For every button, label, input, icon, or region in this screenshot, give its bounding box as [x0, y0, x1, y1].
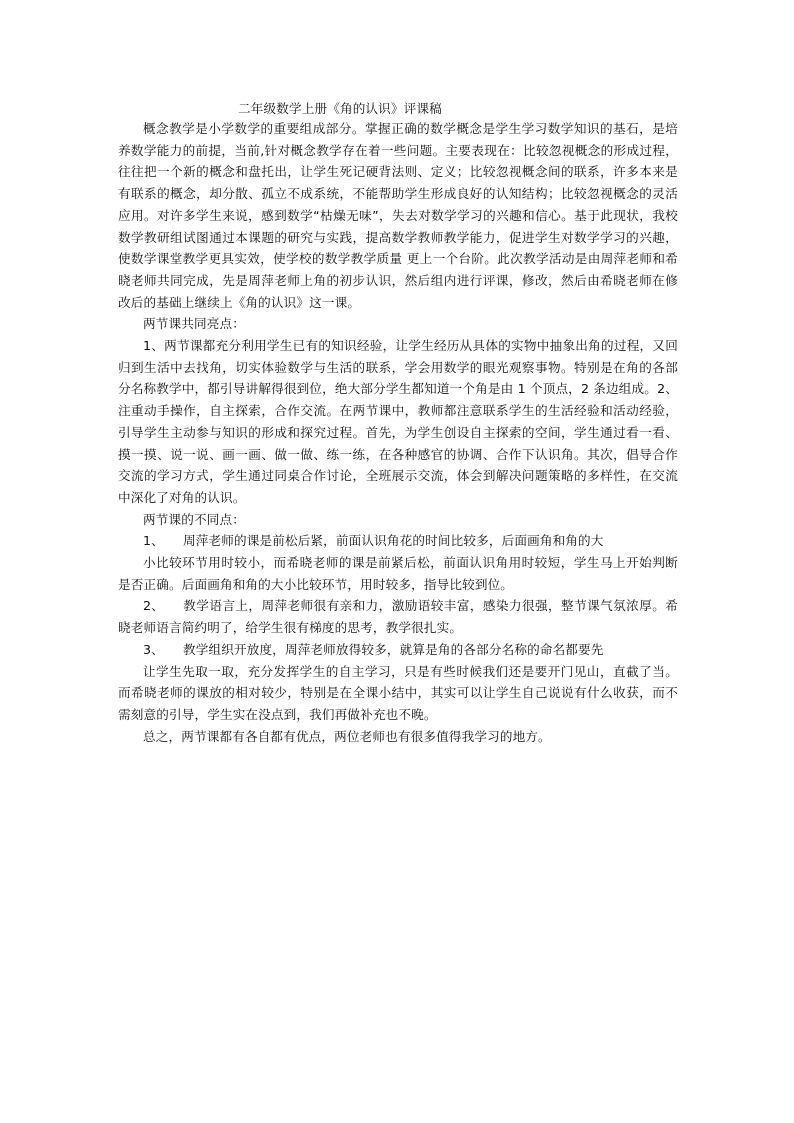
diff-item-2 [118, 595, 678, 638]
diff-item-3-number: 3、 [143, 641, 164, 657]
diff-item-2-number: 2、 [143, 598, 164, 614]
diff-heading: 两节课的不同点： [143, 511, 245, 527]
intro-paragraph: 概念教学是小学数学的重要组成部分。掌握正确的数学概念是学生学习数学知识的基石，是培养数学能力的前提，当前,针对概念教学存在着一些问题。主要表现在：比较忽视概念的形成过程，往往把一个新的概念和盘托出，让学生死记硬背法则、定义；比较忽视概念间的联系，许多本来是有联系的概念，却分散、孤立不成系统，不能帮助学生形成良好的认知结构；比较忽视概念的灵活应用。对许多学生来说，感到数学“枯燥无味”，失去对数学学习的兴趣和信心。基于此现状，我校数学教研组试图通过本课题的研究与实践，提高数学教师教学能力，促进学生对数学学习的兴趣，使数学课堂教学更具实效，使学校的数学教学质量 更上一个台阶。此次教学活动是由周萍老师和希晓老师共同完成，先是周萍老师上角的初步认识，然后组内进行评课，修改，然后由希晓老师在修改后的基础上继续上《角的认识》这一课。 [118, 121, 678, 310]
diff-item-1 [118, 530, 678, 552]
document-page [118, 99, 678, 747]
diff-item-1-continuation: 小比较环节用时较小，而希晓老师的课是前紧后松，前面认识角用时较短，学生马上开始判断是否正确。后面画角和角的大小比较环节，用时较多，指导比较到位。 [118, 555, 678, 592]
diff-item-1-text: 周萍老师的课是前松后紧，前面认识角花的时间比较多，后面画角和角的大 [183, 533, 604, 549]
conclusion-paragraph: 总之，两节课都有各自都有优点，两位老师也有很多值得我学习的地方。 [143, 728, 551, 744]
diff-item-2-text: 教学语言上，周萍老师很有亲和力，激励语较丰富，感染力很强，整节课气氛浓厚。希晓老师语言简约明了，给学生很有梯度的思考，教学很扎实。 [118, 598, 678, 636]
document-title: 二年级数学上册《角的认识》评课稿 [238, 101, 442, 116]
diff-item-1-number: 1、 [143, 533, 164, 549]
diff-item-3-continuation: 让学生先取一取，充分发挥学生的自主学习，只是有些时候我们还是要开门见山，直截了当。而希晓老师的课放的相对较少，特别是在全课小结中，其实可以让学生自己说说有什么收获，而不需刻意的引导，学生实在没点到，我们再做补充也不晚。 [118, 663, 678, 722]
common-paragraph: 1、两节课都充分利用学生已有的知识经验，让学生经历从具体的实物中抽象出角的过程，又回归到生活中去找角，切实体验数学与生活的联系，学会用数学的眼光观察事物。特别是在角的各部分名称教学中，都引导讲解得很到位，绝大部分学生都知道一个角是由 1 个顶点，2 条边组成。2、注重动手操作，自主探索，合作交流。在两节课中，教师都注意联系学生的生活经验和活动经验，引导学生主动参与知识的形成和探究过程。首先，为学生创设自主探索的空间，学生通过看一看、摸一摸、说一说、画一画、做一做、练一练，在各种感官的协调、合作下认识角。其次，倡导合作交流的学习方式，学生通过同桌合作讨论，全班展示交流，体会到解决问题策略的多样性，在交流中深化了对角的认识。 [118, 338, 678, 505]
diff-item-3-text: 教学组织开放度，周萍老师放得较多，就算是角的各部分名称的命名都要先 [183, 641, 604, 657]
common-heading: 两节课共同亮点： [143, 316, 245, 332]
diff-item-3 [118, 639, 678, 661]
